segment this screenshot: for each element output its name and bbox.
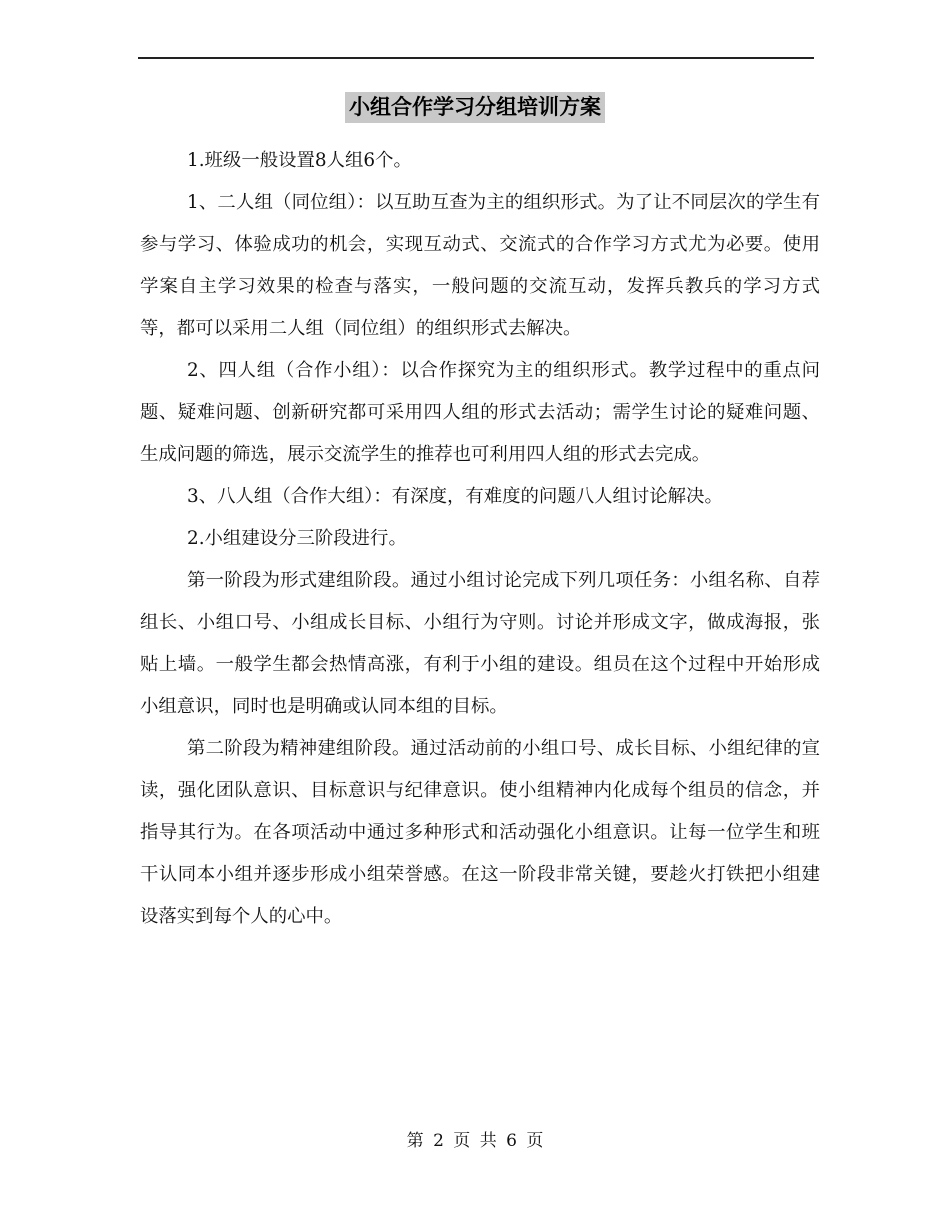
page-footer: 第 2 页 共 6 页 <box>406 1131 544 1151</box>
paragraph-4: 3、八人组（合作大组）：有深度，有难度的问题八人组讨论解决。 <box>187 486 723 507</box>
title-container <box>0 92 950 123</box>
paragraph-3: 2、四人组（合作小组）：以合作探究为主的组织形式。教学过程中的重点问题、疑难问题、创新研究都可采用四人组的形式去活动；需学生讨论的疑难问题、生成问题的筛选，展示交流学生的推荐也可利用四人组的形式去完成。 <box>140 360 820 465</box>
paragraph-7: 第二阶段为精神建组阶段。通过活动前的小组口号、成长目标、小组纪律的宣读，强化团队意识、目标意识与纪律意识。使小组精神内化成每个组员的信念，并指导其行为。在各项活动中通过多种形式和活动强化小组意识。让每一位学生和班干认同本小组并逐步形成小组荣誉感。在这一阶段非常关键，要趁火打铁把小组建设落实到每个人的心中。 <box>140 738 820 927</box>
paragraph-2: 1、二人组（同位组）：以互助互查为主的组织形式。为了让不同层次的学生有参与学习、体验成功的机会，实现互动式、交流式的合作学习方式尤为必要。使用学案自主学习效果的检查与落实，一般问题的交流互动，发挥兵教兵的学习方式等，都可以采用二人组（同位组）的组织形式去解决。 <box>140 192 820 339</box>
paragraph-5: 2.小组建设分三阶段进行。 <box>187 528 407 549</box>
document-body <box>140 140 820 938</box>
paragraph-6: 第一阶段为形式建组阶段。通过小组讨论完成下列几项任务：小组名称、自荐组长、小组口号、小组成长目标、小组行为守则。讨论并形成文字，做成海报，张贴上墙。一般学生都会热情高涨，有利于小组的建设。组员在这个过程中开始形成小组意识，同时也是明确或认同本组的目标。 <box>140 570 820 717</box>
paragraph-1: 1.班级一般设置8人组6个。 <box>187 150 412 171</box>
header-rule <box>138 57 814 59</box>
document-title: 小组合作学习分组培训方案 <box>345 92 605 123</box>
